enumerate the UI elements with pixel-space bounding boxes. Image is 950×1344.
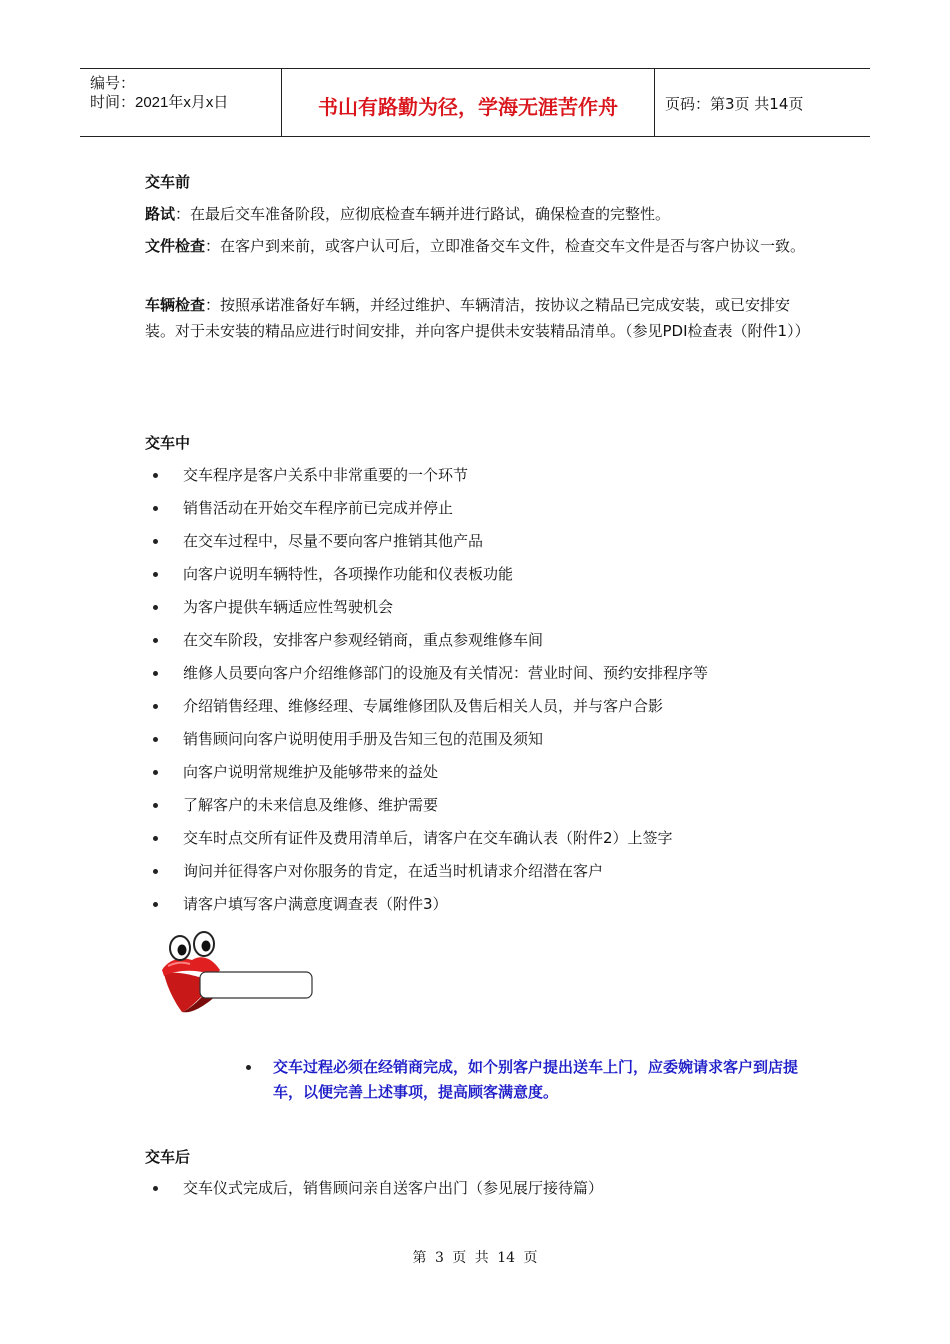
bullet-icon [153, 869, 158, 874]
list-item: 维修人员要向客户介绍维修部门的设施及有关情况：营业时间、预约安排程序等 [145, 663, 708, 696]
section-title-after: 交车后 [145, 1148, 191, 1166]
bullet-icon [153, 539, 158, 544]
list-item: 为客户提供车辆适应性驾驶机会 [145, 597, 708, 630]
header-motto-cell [282, 69, 655, 136]
bullet-icon [246, 1065, 251, 1070]
mascot-icon [158, 930, 314, 1016]
section-title-before: 交车前 [145, 173, 191, 191]
header-page-info: 页码：第3页 共14页 [665, 95, 804, 113]
list-item: 交车时点交所有证件及费用清单后，请客户在交车确认表（附件2）上签字 [145, 828, 708, 861]
bullet-icon [153, 638, 158, 643]
header-meta-cell [80, 69, 282, 136]
header-page-cell [655, 69, 870, 136]
bullet-icon [153, 704, 158, 709]
list-item: 请客户填写客户满意度调查表（附件3） [145, 894, 708, 927]
before-item-label: 文件检查 [145, 237, 206, 255]
before-item-label: 车辆检查 [145, 296, 206, 314]
before-item-text: ：在客户到来前，或客户认可后，立即准备交车文件，检查交车文件是否与客户协议一致。 [205, 237, 806, 255]
before-item-road-test [145, 201, 815, 227]
list-item: 销售顾问向客户说明使用手册及告知三包的范围及须知 [145, 729, 708, 762]
bullet-icon [153, 1186, 158, 1191]
bullet-icon [153, 770, 158, 775]
bullet-icon [153, 605, 158, 610]
bullet-icon [153, 572, 158, 577]
bullet-icon [153, 473, 158, 478]
bullet-icon [153, 671, 158, 676]
list-item: 向客户说明常规维护及能够带来的益处 [145, 762, 708, 795]
after-bullet-list [145, 1178, 603, 1211]
list-item: 介绍销售经理、维修经理、专属维修团队及售后相关人员，并与客户合影 [145, 696, 708, 729]
list-item: 了解客户的未来信息及维修、维护需要 [145, 795, 708, 828]
bullet-icon [153, 803, 158, 808]
during-bullet-list [145, 465, 708, 927]
bullet-icon [153, 506, 158, 511]
header-motto: 书山有路勤为径，学海无涯苦作舟 [318, 95, 618, 119]
delivery-note [240, 1055, 800, 1105]
list-item: 交车仪式完成后，销售顾问亲自送客户出门（参见展厅接待篇） [145, 1178, 603, 1211]
bullet-icon [153, 902, 158, 907]
list-item: 交车程序是客户关系中非常重要的一个环节 [145, 465, 708, 498]
delivery-note-text: 交车过程必须在经销商完成，如个别客户提出送车上门，应委婉请求客户到店提车，以便完善上述事项，提高顾客满意度。 [273, 1058, 799, 1101]
document-header [80, 68, 870, 137]
before-item-label: 路试 [145, 205, 176, 223]
list-item: 在交车过程中，尽量不要向客户推销其他产品 [145, 531, 708, 564]
before-item-document-check [145, 233, 815, 259]
list-item: 向客户说明车辆特性，各项操作功能和仪表板功能 [145, 564, 708, 597]
before-item-text: ：按照承诺准备好车辆，并经过维护、车辆清洁，按协议之精品已完成安装，或已安排安装。对于未安装的精品应进行时间安排，并向客户提供未安装精品清单。（参见PDI检查表（附件1）） [145, 296, 810, 340]
section-title-during: 交车中 [145, 434, 191, 452]
before-item-text: ：在最后交车准备阶段，应彻底检查车辆并进行路试，确保检查的完整性。 [175, 205, 671, 223]
before-item-vehicle-check [145, 292, 815, 344]
bullet-icon [153, 737, 158, 742]
bullet-icon [153, 836, 158, 841]
list-item: 在交车阶段，安排客户参观经销商，重点参观维修车间 [145, 630, 708, 663]
document-number-label: 编号： [90, 75, 136, 92]
document-time-label: 时间：2021年x月x日 [90, 94, 229, 111]
list-item: 询问并征得客户对你服务的肯定，在适当时机请求介绍潜在客户 [145, 861, 708, 894]
page-footer: 第 3 页 共 14 页 [412, 1250, 538, 1266]
list-item: 销售活动在开始交车程序前已完成并停止 [145, 498, 708, 531]
